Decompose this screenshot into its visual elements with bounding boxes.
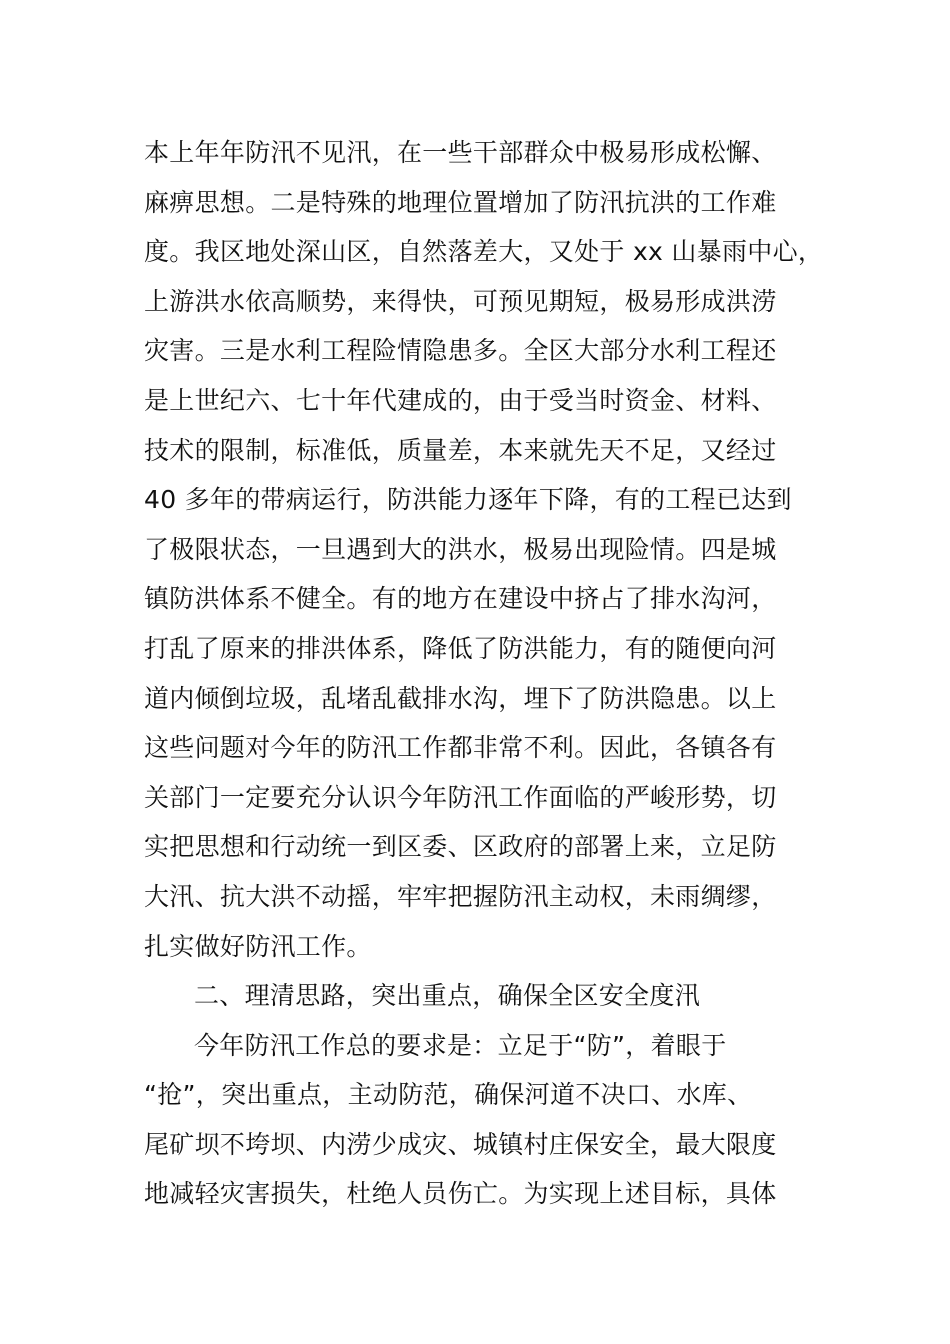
paragraph-line: 实把思想和行动统一到区委、区政府的部署上来，立足防 [144,832,777,862]
paragraph-line: 灾害。三是水利工程险情隐患多。全区大部分水利工程还 [144,336,777,366]
paragraph-line: 是上世纪六、七十年代建成的，由于受当时资金、材料、 [144,385,777,415]
paragraph-line: 上游洪水依高顺势，来得快，可预见期短，极易形成洪涝 [144,286,777,316]
paragraph-line: 技术的限制，标准低，质量差，本来就先天不足，又经过 [144,435,777,465]
paragraph-line: 道内倾倒垃圾，乱堵乱截排水沟，埋下了防洪隐患。以上 [144,683,777,713]
paragraph-line: 关部门一定要充分认识今年防汛工作面临的严峻形势，切 [144,782,777,812]
paragraph-line: 大汛、抗大洪不动摇，牢牢把握防汛主动权，未雨绸缪， [144,881,777,911]
paragraph-line: 本上年年防汛不见汛，在一些干部群众中极易形成松懈、 [144,138,777,167]
paragraph-line: 麻痹思想。二是特殊的地理位置增加了防汛抗洪的工作难 [144,187,777,217]
paragraph-line: 度。我区地处深山区，自然落差大，又处于 xx 山暴雨中心， [144,237,824,267]
paragraph-line: 地减轻灾害损失，杜绝人员伤亡。为实现上述目标，具体 [144,1179,777,1209]
paragraph-line: 扎实做好防汛工作。 [144,931,372,961]
paragraph-line: 打乱了原来的排洪体系，降低了防洪能力，有的随便向河 [144,633,777,663]
paragraph-line: 镇防洪体系不健全。有的地方在建设中挤占了排水沟河， [144,584,777,614]
paragraph-line: 这些问题对今年的防汛工作都非常不利。因此，各镇各有 [144,733,777,763]
document-body [144,128,824,1219]
paragraph-line: 今年防汛工作总的要求是：立足于“防”，着眼于 [194,1030,727,1060]
section-heading: 二、理清思路，突出重点，确保全区安全度汛 [194,981,701,1011]
paragraph-line: 了极限状态，一旦遇到大的洪水，极易出现险情。四是城 [144,534,777,564]
paragraph-line: 尾矿坝不垮坝、内涝少成灾、城镇村庄保安全，最大限度 [144,1129,777,1159]
paragraph-line: “抢”，突出重点，主动防范，确保河道不决口、水库、 [144,1080,753,1110]
paragraph-line: 40 多年的带病运行，防洪能力逐年下降，有的工程已达到 [144,485,792,515]
